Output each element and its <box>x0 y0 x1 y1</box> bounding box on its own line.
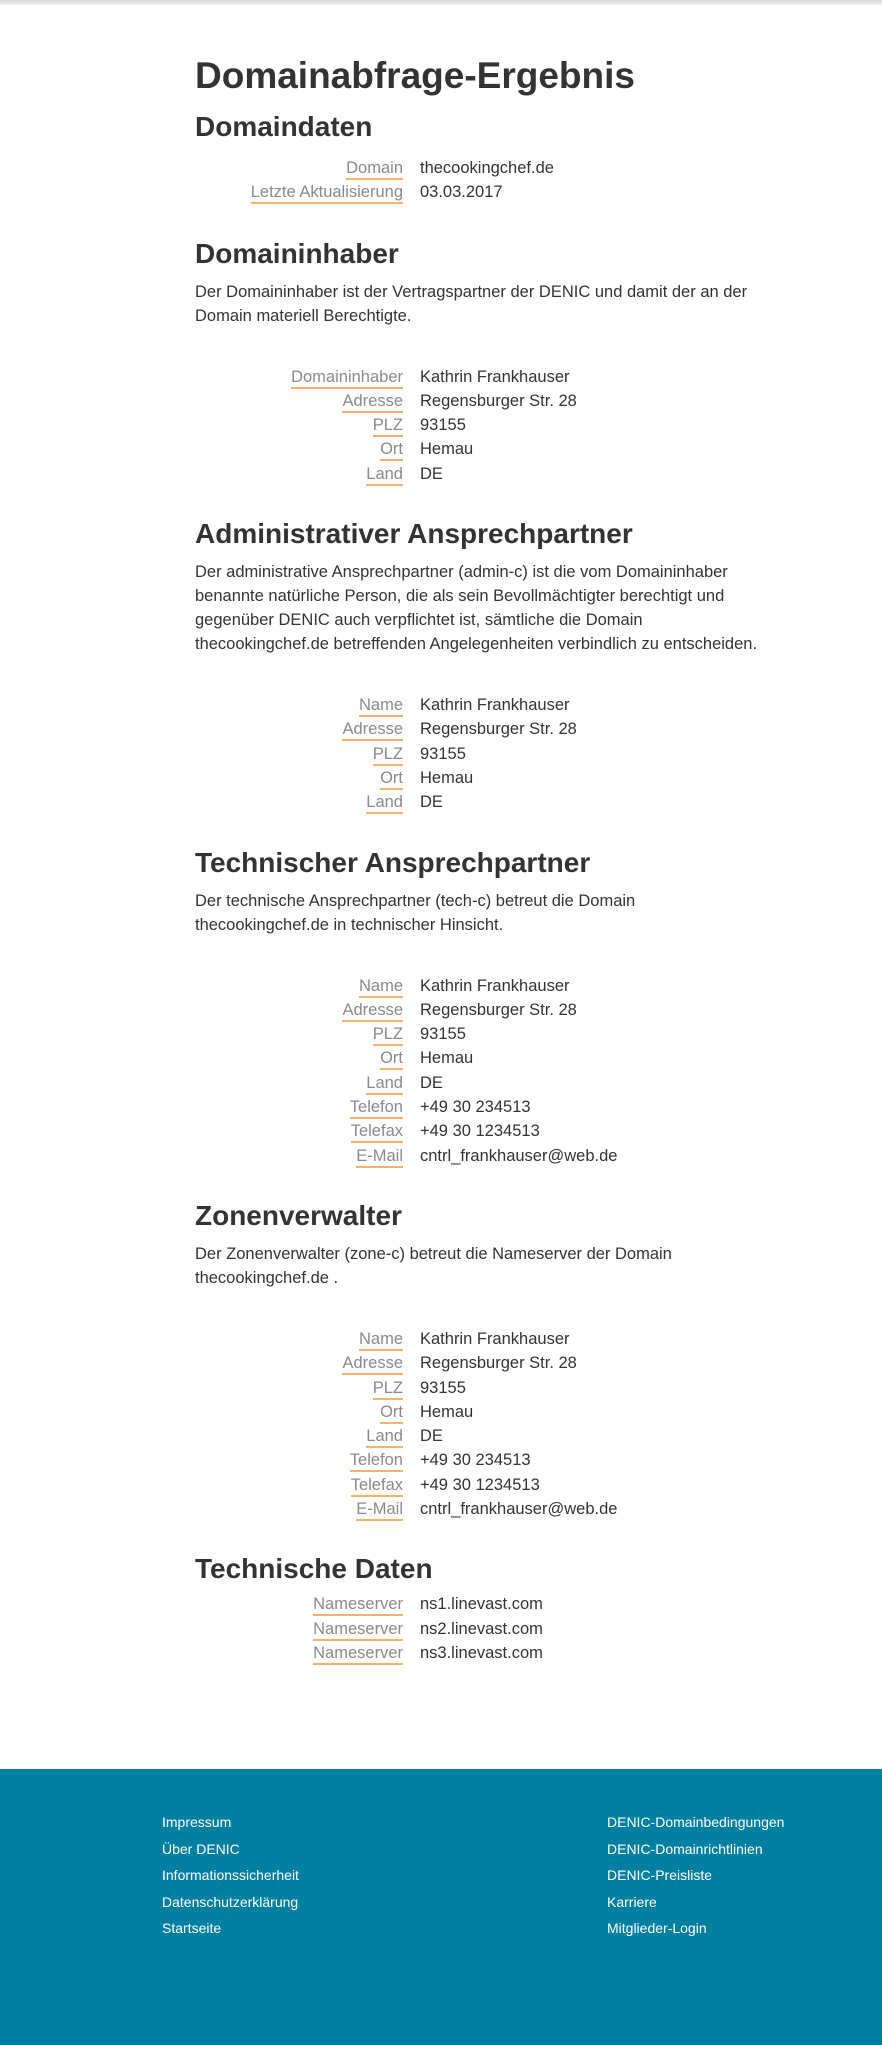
top-border <box>0 0 882 5</box>
table-row <box>195 717 577 741</box>
section-heading: Zonenverwalter <box>195 1199 402 1231</box>
table-row <box>195 1400 617 1424</box>
table-row <box>195 180 554 204</box>
footer-link-datenschutzerklaerung[interactable]: Datenschutzerklärung <box>162 1893 299 1910</box>
field-value: Kathrin Frankhauser <box>420 1329 570 1348</box>
table-row <box>195 156 554 180</box>
field-label: Land <box>366 465 403 486</box>
section-technische-daten <box>195 1550 755 1665</box>
section-zone-c <box>195 1197 755 1521</box>
footer-link-ueber-denic[interactable]: Über DENIC <box>162 1840 240 1857</box>
footer-link-startseite[interactable]: Startseite <box>162 1920 222 1936</box>
field-value: Hemau <box>420 1049 474 1068</box>
footer-links-left <box>162 1809 299 1942</box>
section-description: Der Domaininhaber ist der Vertragspartner der DENIC und damit der an der Domain materiell Berechtigte. <box>195 282 748 325</box>
field-value: 93155 <box>420 744 466 763</box>
section-heading: Technische Daten <box>195 1553 433 1585</box>
table-row <box>195 1497 617 1521</box>
table-row <box>195 693 577 717</box>
field-label: Domaininhaber <box>291 368 403 389</box>
field-value: cntrl_frankhauser@web.de <box>420 1500 618 1519</box>
table-row <box>195 1448 617 1472</box>
field-value: +49 30 1234513 <box>420 1475 540 1494</box>
field-label: Land <box>366 1427 403 1448</box>
table-row <box>195 1095 617 1119</box>
section-heading: Administrativer Ansprechpartner <box>195 518 633 550</box>
zone-c-table <box>195 1327 617 1521</box>
table-row <box>195 766 577 790</box>
section-heading: Domaindaten <box>195 111 373 142</box>
section-description: Der Zonenverwalter (zone-c) betreut die Nameserver der Domain thecookingchef.de . <box>195 1244 672 1287</box>
field-label: E-Mail <box>356 1500 403 1521</box>
domaindaten-table <box>195 156 554 205</box>
field-label: Ort <box>380 440 403 461</box>
field-value: DE <box>420 1073 443 1092</box>
table-row <box>195 413 577 437</box>
field-label: PLZ <box>373 1379 403 1400</box>
main-content <box>195 50 758 1665</box>
field-value: thecookingchef.de <box>420 159 554 177</box>
field-label: Domain <box>346 159 403 180</box>
table-row <box>195 1071 617 1095</box>
section-heading: Domaininhaber <box>195 237 399 269</box>
field-value: DE <box>420 464 443 483</box>
field-value: Kathrin Frankhauser <box>420 367 570 386</box>
field-value: DE <box>420 793 443 812</box>
table-row <box>195 790 577 814</box>
field-value: 93155 <box>420 1378 466 1397</box>
field-label: Ort <box>380 1403 403 1424</box>
field-label: Land <box>366 1074 403 1095</box>
footer-link-informationssicherheit[interactable]: Informationssicherheit <box>162 1867 299 1883</box>
technische-daten-table <box>195 1592 543 1665</box>
table-row <box>195 1641 543 1665</box>
field-value: Regensburger Str. 28 <box>420 1000 577 1019</box>
field-label: PLZ <box>373 745 403 766</box>
table-row <box>195 1617 543 1641</box>
field-label: Name <box>359 1330 403 1351</box>
table-row <box>195 365 577 389</box>
field-label: Land <box>366 793 403 814</box>
table-row <box>195 389 577 413</box>
field-value: Regensburger Str. 28 <box>420 1354 577 1373</box>
table-row <box>195 1424 617 1448</box>
field-value: ns2.linevast.com <box>420 1619 543 1638</box>
field-label: Telefon <box>350 1098 403 1119</box>
field-label: Nameserver <box>313 1644 403 1665</box>
field-value: Hemau <box>420 1402 474 1421</box>
field-label: Nameserver <box>313 1595 403 1616</box>
field-value: DE <box>420 1427 443 1446</box>
field-label: Ort <box>380 1049 403 1070</box>
field-value: +49 30 234513 <box>420 1451 531 1470</box>
table-row <box>195 974 617 998</box>
field-label: E-Mail <box>356 1147 403 1168</box>
section-heading: Technischer Ansprechpartner <box>195 846 591 878</box>
footer-link-domainbedingungen[interactable]: DENIC-Domainbedingungen <box>607 1814 785 1830</box>
section-domaindaten <box>195 108 755 205</box>
field-label: Adresse <box>342 720 403 741</box>
footer <box>0 1769 882 2045</box>
section-domaininhaber <box>195 235 755 486</box>
field-label: Telefax <box>351 1476 403 1497</box>
field-label: Letzte Aktualisierung <box>251 183 403 204</box>
field-label: Name <box>359 977 403 998</box>
footer-link-mitglieder-login[interactable]: Mitglieder-Login <box>607 1920 707 1936</box>
tech-c-table <box>195 974 617 1168</box>
footer-link-karriere[interactable]: Karriere <box>607 1893 657 1910</box>
field-value: Regensburger Str. 28 <box>420 391 577 410</box>
domaininhaber-table <box>195 365 577 486</box>
section-admin-c <box>195 515 758 814</box>
field-label: Adresse <box>342 1354 403 1375</box>
field-value: 93155 <box>420 1025 466 1044</box>
field-label: Ort <box>380 769 403 790</box>
field-value: ns3.linevast.com <box>420 1643 543 1662</box>
table-row <box>195 1376 617 1400</box>
field-value: 93155 <box>420 416 466 435</box>
table-row <box>195 1144 617 1168</box>
footer-links-right <box>607 1809 784 1942</box>
field-value: Hemau <box>420 768 474 787</box>
field-label: Name <box>359 696 403 717</box>
field-value: Kathrin Frankhauser <box>420 976 570 995</box>
field-value: Kathrin Frankhauser <box>420 696 570 715</box>
field-value: cntrl_frankhauser@web.de <box>420 1146 618 1165</box>
table-row <box>195 437 577 461</box>
field-label: Adresse <box>342 392 403 413</box>
field-label: Adresse <box>342 1001 403 1022</box>
table-row <box>195 742 577 766</box>
field-value: +49 30 1234513 <box>420 1122 540 1141</box>
section-description: Der administrative Ansprechpartner (admin-c) ist die vom Domaininhaber benannte natürliche Person, die als sein Bevollmächtigter berechtigt und gegenüber DENIC auch verpflichtet ist, sämtliche die Domain thecookingchef.de betreffenden Angelegenheiten verbindlich zu entscheiden. <box>195 563 758 654</box>
table-row <box>195 1592 543 1616</box>
field-label: PLZ <box>373 416 403 437</box>
field-label: Nameserver <box>313 1620 403 1641</box>
field-value: +49 30 234513 <box>420 1098 531 1117</box>
table-row <box>195 1351 617 1375</box>
table-row <box>195 1046 617 1070</box>
table-row <box>195 1327 617 1351</box>
admin-c-table <box>195 693 577 814</box>
footer-link-domainrichtlinien[interactable]: DENIC-Domainrichtlinien <box>607 1840 763 1857</box>
footer-link-impressum[interactable]: Impressum <box>162 1814 232 1830</box>
field-label: PLZ <box>373 1025 403 1046</box>
field-value: 03.03.2017 <box>420 183 503 202</box>
table-row <box>195 998 617 1022</box>
field-label: Telefax <box>351 1122 403 1143</box>
field-value: ns1.linevast.com <box>420 1595 543 1614</box>
section-tech-c <box>195 844 755 1168</box>
field-value: Hemau <box>420 440 474 459</box>
table-row <box>195 462 577 486</box>
table-row <box>195 1119 617 1143</box>
field-label: Telefon <box>350 1451 403 1472</box>
table-row <box>195 1022 617 1046</box>
field-value: Regensburger Str. 28 <box>420 720 577 739</box>
table-row <box>195 1473 617 1497</box>
section-description: Der technische Ansprechpartner (tech-c) betreut die Domain thecookingchef.de in technischer Hinsicht. <box>195 891 636 934</box>
page-title: Domainabfrage-Ergebnis <box>195 55 635 96</box>
footer-link-preisliste[interactable]: DENIC-Preisliste <box>607 1867 713 1883</box>
